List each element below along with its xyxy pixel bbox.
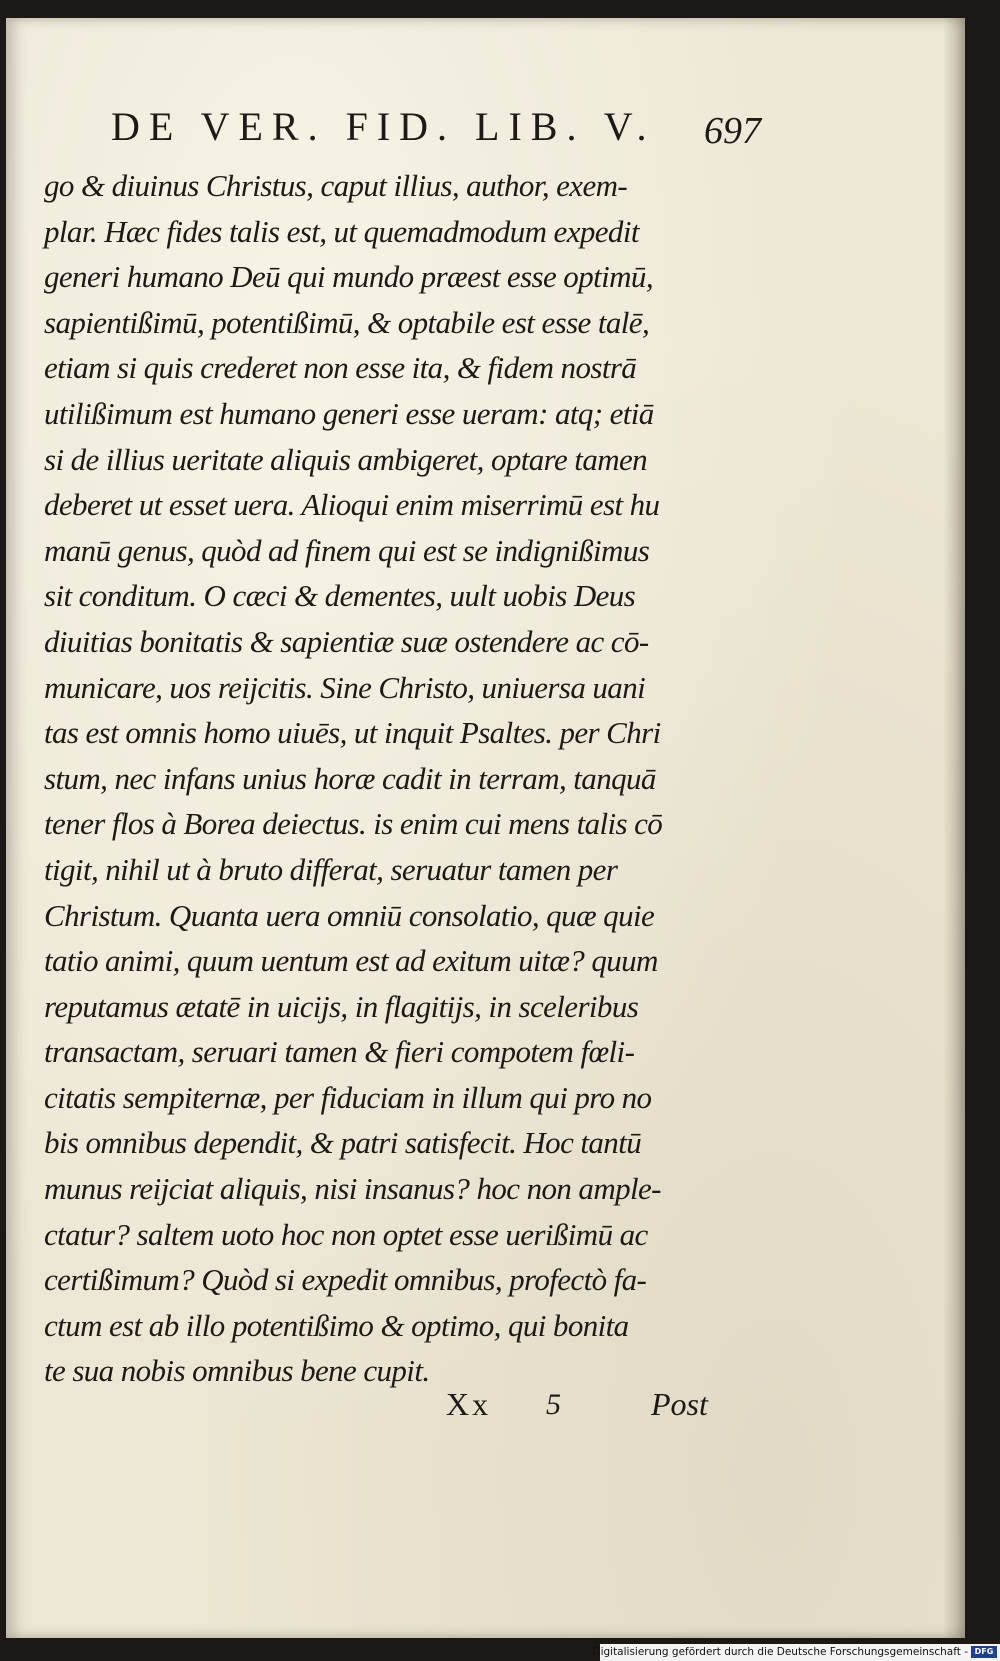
text-line: tigit, nihil ut à bruto differat, seruatur tamen per — [44, 851, 618, 887]
text-line: ctatur? saltem uoto hoc non optet esse uerißimū ac — [44, 1216, 648, 1252]
text-line: diuitias bonitatis & sapientiæ suæ ostendere ac cō- — [44, 623, 649, 659]
book-page — [6, 18, 965, 1638]
text-line: sapientißimū, potentißimū, & optabile est esse talē, — [44, 304, 650, 340]
text-line: si de illius ueritate aliquis ambigeret, optare tamen — [44, 441, 648, 477]
text-line: transactam, seruari tamen & fieri compotem fœli- — [44, 1034, 635, 1070]
body-text — [44, 163, 764, 1394]
catchword: Post — [651, 1386, 708, 1422]
text-line: utilißimum est humano generi esse ueram: atq; etiā — [44, 395, 654, 431]
text-line: tas est omnis homo uiuēs, ut inquit Psaltes. per Chri — [44, 715, 661, 751]
digitization-credit — [592, 1644, 1000, 1661]
text-line: ctum est ab illo potentißimo & optimo, qui bonita — [44, 1307, 629, 1343]
text-line: sit conditum. O cæci & dementes, uult uobis Deus — [44, 578, 636, 614]
text-line: munus reijciat aliquis, nisi insanus? hoc non ample- — [44, 1171, 661, 1207]
page-number: 697 — [704, 110, 761, 152]
text-line: municare, uos reijcitis. Sine Christo, uniuersa uani — [44, 669, 646, 705]
signature-mark: Xx — [446, 1386, 492, 1422]
text-line: stum, nec infans unius horæ cadit in terram, tanquā — [44, 760, 656, 796]
page-edge-shadow — [943, 18, 965, 1638]
text-line: reputamus ætatē in uicijs, in flagitijs, in sceleribus — [44, 988, 639, 1024]
text-line: bis omnibus dependit, & patri satisfecit. Hoc tantū — [44, 1125, 642, 1161]
text-line: te sua nobis omnibus bene cupit. — [44, 1353, 430, 1389]
text-line: citatis sempiternæ, per fiduciam in illum qui pro no — [44, 1079, 652, 1115]
signature-number: 5 — [546, 1388, 561, 1421]
dfg-logo-icon: DFG — [971, 1646, 997, 1658]
text-line: certißimum? Quòd si expedit omnibus, profectò fa- — [44, 1262, 647, 1298]
text-line: tener flos à Borea deiectus. is enim cui mens talis cō — [44, 806, 663, 842]
text-line: manū genus, quòd ad finem qui est se indignißimus — [44, 532, 650, 568]
running-head — [111, 103, 761, 163]
text-line: deberet ut esset uera. Alioqui enim miserrimū est hu — [44, 487, 660, 523]
text-line: etiam si quis crederet non esse ita, & fidem nostrā — [44, 350, 637, 386]
text-line: Christum. Quanta uera omniū consolatio, quæ quie — [44, 897, 655, 933]
text-line: go & diuinus Christus, caput illius, author, exem- — [44, 168, 628, 203]
running-title: DE VER. FID. LIB. V. — [111, 104, 656, 149]
text-line: tatio animi, quum uentum est ad exitum uitæ? quum — [44, 943, 658, 979]
page-footer — [446, 1386, 746, 1436]
credit-text: Digitalisierung gefördert durch die Deutsche Forschungsgemeinschaft - — [592, 1646, 968, 1658]
text-line: generi humano Deū qui mundo præest esse optimū, — [44, 259, 653, 295]
text-line: plar. Hæc fides talis est, ut quemadmodum expedit — [44, 213, 639, 249]
